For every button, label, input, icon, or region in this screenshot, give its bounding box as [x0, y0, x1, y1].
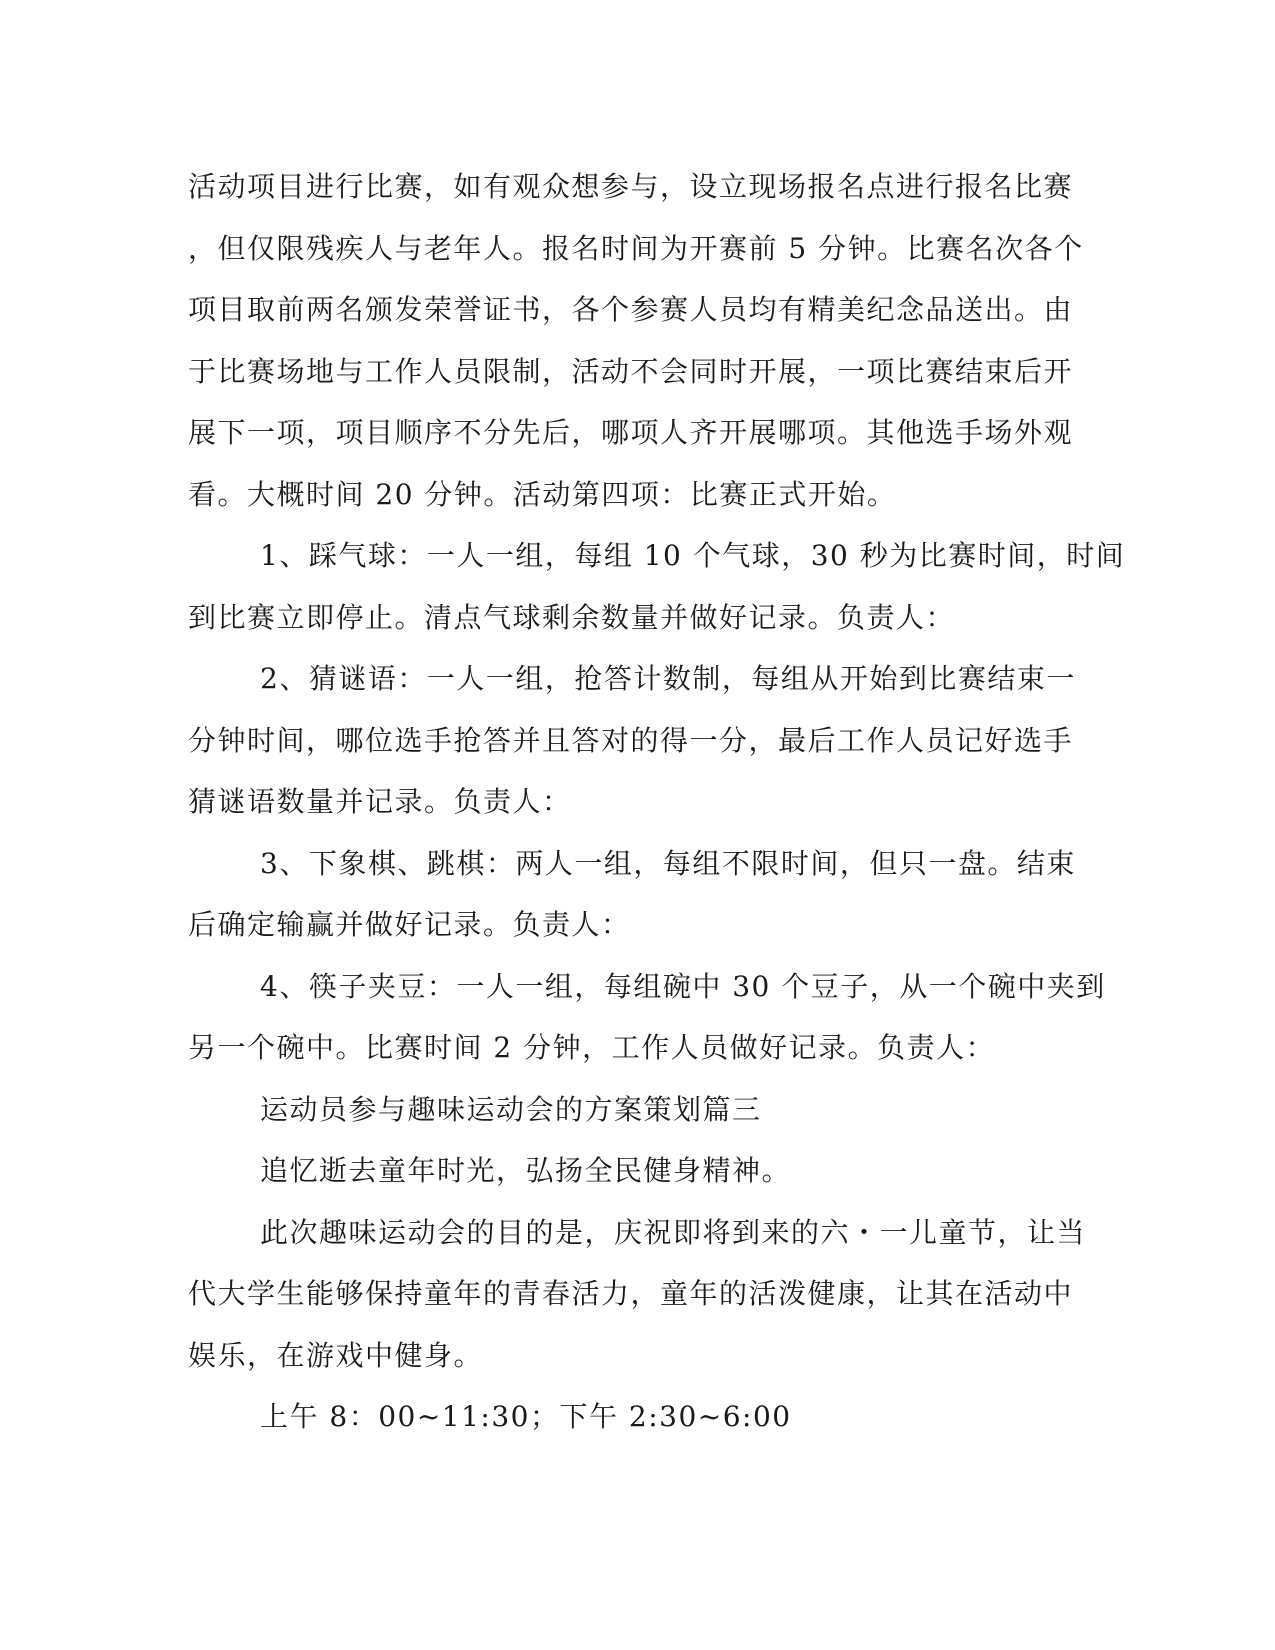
schedule-line: 上午 8：00~11:30；下午 2:30~6:00 [260, 1400, 792, 1433]
text-line: 另一个碗中。比赛时间 2 分钟，工作人员做好记录。负责人： [188, 1031, 996, 1064]
text-line: ，但仅限残疾人与老年人。报名时间为开赛前 5 分钟。比赛名次各个 [188, 231, 1084, 265]
text-line: 展下一项，项目顺序不分先后，哪项人齐开展哪项。其他选手场外观 [188, 416, 1074, 449]
text-line: 到比赛立即停止。清点气球剩余数量并做好记录。负责人： [188, 600, 956, 634]
text-line: 后确定输赢并做好记录。负责人： [188, 908, 631, 941]
text-line: 分钟时间，哪位选手抢答并且答对的得一分，最后工作人员记好选手 [188, 723, 1074, 757]
text-line: 于比赛场地与工作人员限制，活动不会同时开展，一项比赛结束后开 [188, 354, 1074, 388]
text-line: 项目取前两名颁发荣誉证书，各个参赛人员均有精美纪念品送出。由 [188, 293, 1074, 326]
text-line: 猜谜语数量并记录。负责人： [188, 785, 572, 818]
text-line: 代大学生能够保持童年的青春活力，童年的活泼健康，让其在活动中 [188, 1277, 1074, 1310]
list-item-2: 2、猜谜语：一人一组，抢答计数制，每组从开始到比赛结束一 [260, 662, 1076, 695]
section-heading: 运动员参与趣味运动会的方案策划篇三 [260, 1092, 762, 1126]
document-body [188, 156, 1126, 1448]
list-item-1: 1、踩气球：一人一组，每组 10 个气球，30 秒为比赛时间，时间 [260, 539, 1126, 572]
text-line: 娱乐，在游戏中健身。 [188, 1338, 484, 1372]
list-item-3: 3、下象棋、跳棋：两人一组，每组不限时间，但只一盘。结束 [260, 846, 1076, 880]
paragraph-start: 此次趣味运动会的目的是，庆祝即将到来的六・一儿童节，让当 [260, 1215, 1087, 1249]
slogan-line: 追忆逝去童年时光，弘扬全民健身精神。 [260, 1154, 792, 1187]
text-line: 活动项目进行比赛，如有观众想参与，设立现场报名点进行报名比赛 [188, 170, 1074, 203]
text-line: 看。大概时间 20 分钟。活动第四项：比赛正式开始。 [188, 477, 897, 511]
list-item-4: 4、筷子夹豆：一人一组，每组碗中 30 个豆子，从一个碗中夹到 [260, 969, 1106, 1003]
